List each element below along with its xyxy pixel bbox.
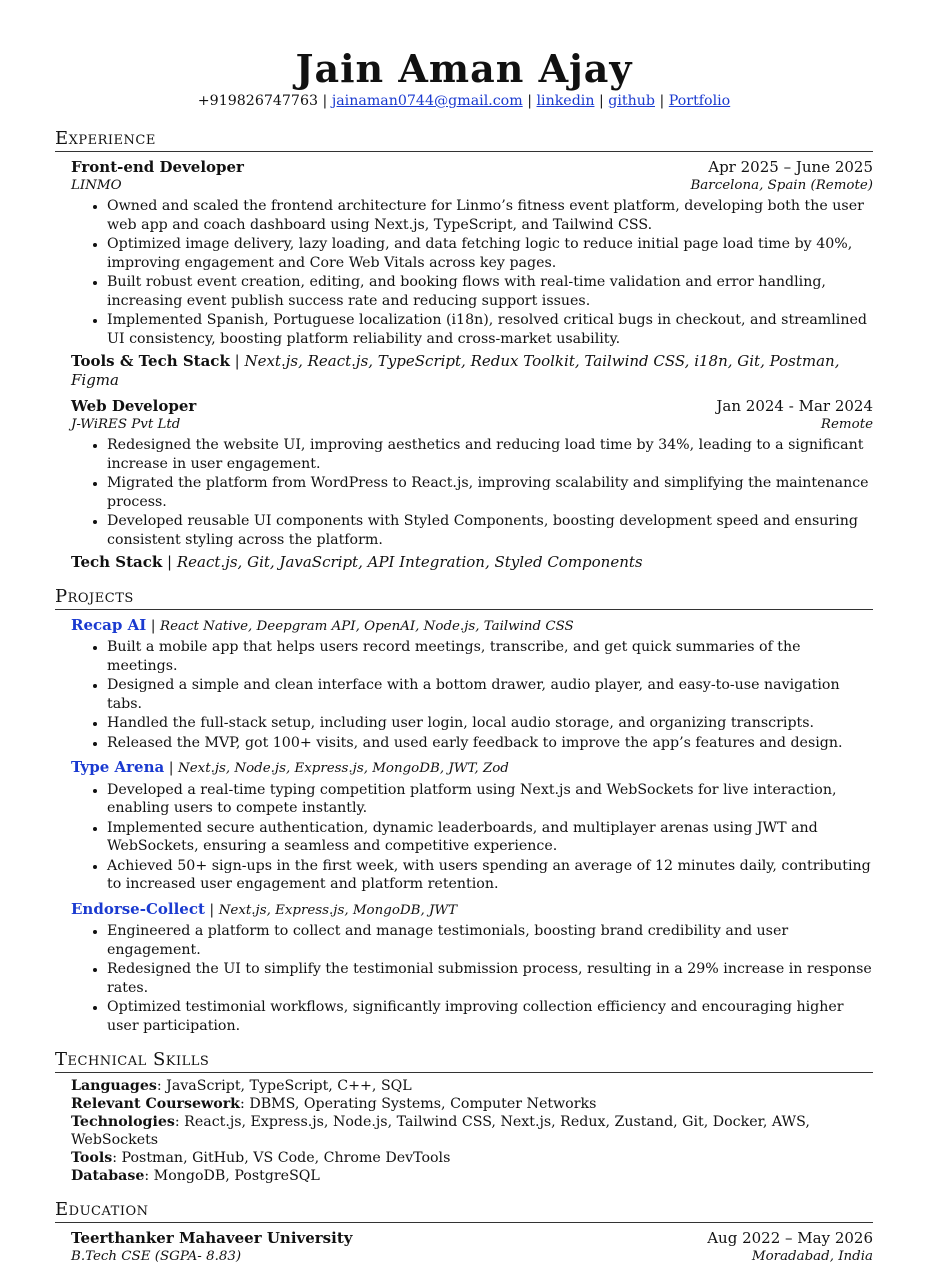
bullet-item: • Optimized image delivery, lazy loading, and data fetching logic to reduce initial page load time by 40%, improving engagement and Core Web Vitals across key pages. — [107, 235, 873, 272]
job-company: J-WiRES Pvt Ltd — [71, 416, 180, 435]
job-entry — [71, 158, 873, 389]
project-entry — [71, 758, 873, 894]
job-entry — [71, 397, 873, 572]
skill-label: Languages — [71, 1078, 157, 1094]
project-tech: Next.js, Express.js, MongoDB, JWT — [219, 903, 457, 918]
education-entry — [71, 1229, 873, 1266]
job-dates: Apr 2025 – June 2025 — [708, 158, 873, 177]
separator: | — [235, 352, 240, 370]
separator: | — [169, 760, 174, 776]
job-bullets — [71, 436, 873, 549]
separator: | — [151, 618, 156, 634]
bullet-item: • Designed a simple and clean interface with a bottom drawer, audio player, and easy-to-use navigation tabs. — [107, 676, 873, 713]
bullet-item: • Redesigned the website UI, improving aesthetics and reducing load time by 34%, leading to a significant increase in user engagement. — [107, 436, 873, 473]
projects-heading: Projects — [55, 586, 873, 610]
skill-value: : JavaScript, TypeScript, C++, SQL — [157, 1078, 412, 1094]
skill-value: : DBMS, Operating Systems, Computer Networks — [240, 1096, 596, 1112]
tech-stack-list: Next.js, React.js, TypeScript, Redux Toolkit, Tailwind CSS, i18n, Git, Postman, Figma — [71, 352, 839, 389]
bullet-item: • Implemented secure authentication, dynamic leaderboards, and multiplayer arenas using JWT and WebSockets, ensuring a seamless and competitive experience. — [107, 819, 873, 856]
project-tech: React Native, Deepgram API, OpenAI, Node.js, Tailwind CSS — [160, 619, 574, 634]
bullet-item: • Achieved 50+ sign-ups in the first week, with users spending an average of 12 minutes daily, contributing to increased user engagement and platform retention. — [107, 857, 873, 894]
linkedin-link[interactable]: linkedin — [537, 93, 595, 109]
skill-row — [71, 1077, 873, 1095]
skill-value: : Postman, GitHub, VS Code, Chrome DevTools — [112, 1150, 450, 1166]
email-link[interactable]: jainaman0744@gmail.com — [332, 93, 523, 109]
job-bullets — [71, 197, 873, 348]
job-location: Remote — [821, 416, 873, 435]
degree: B.Tech CSE (SGPA- 8.83) — [71, 1248, 241, 1266]
bullet-item: • Released the MVP, got 100+ visits, and used early feedback to improve the app’s features and design. — [107, 734, 873, 753]
project-bullets — [71, 922, 873, 1035]
bullet-item: • Built robust event creation, editing, and booking flows with real-time validation and error handling, increasing event publish success rate and reducing support issues. — [107, 273, 873, 310]
tech-stack-line — [71, 553, 873, 572]
separator: | — [659, 93, 664, 109]
skills-list — [71, 1077, 873, 1185]
project-name[interactable]: Endorse-Collect — [71, 900, 205, 918]
experience-heading: Experience — [55, 128, 873, 152]
separator: | — [167, 553, 172, 571]
tech-stack-label: Tools & Tech Stack — [71, 352, 230, 370]
skill-value: : React.js, Express.js, Node.js, Tailwind CSS, Next.js, Redux, Zustand, Git, Docker, AWS, WebSockets — [71, 1114, 810, 1148]
separator: | — [527, 93, 532, 109]
bullet-item: • Developed a real-time typing competition platform using Next.js and WebSockets for live interaction, enabling users to compete instantly. — [107, 781, 873, 818]
job-role: Front-end Developer — [71, 158, 244, 177]
separator: | — [599, 93, 604, 109]
tech-stack-label: Tech Stack — [71, 553, 162, 571]
education-heading: Education — [55, 1199, 873, 1223]
skill-label: Relevant Coursework — [71, 1096, 240, 1112]
bullet-item: • Optimized testimonial workflows, significantly improving collection efficiency and encouraging higher user participation. — [107, 998, 873, 1035]
skill-label: Tools — [71, 1150, 112, 1166]
job-location: Barcelona, Spain (Remote) — [690, 177, 873, 196]
bullet-item: • Migrated the platform from WordPress to React.js, improving scalability and simplifying the maintenance process. — [107, 474, 873, 511]
skill-row — [71, 1113, 873, 1149]
project-name[interactable]: Type Arena — [71, 758, 164, 776]
separator: | — [209, 902, 214, 918]
project-entry — [71, 900, 873, 1036]
skill-label: Database — [71, 1168, 144, 1184]
skill-row — [71, 1149, 873, 1167]
education-dates: Aug 2022 – May 2026 — [707, 1229, 873, 1248]
project-entry — [71, 616, 873, 753]
project-name[interactable]: Recap AI — [71, 616, 146, 634]
job-dates: Jan 2024 - Mar 2024 — [716, 397, 873, 416]
bullet-item: • Developed reusable UI components with Styled Components, boosting development speed and ensuring consistent styling across the platform. — [107, 512, 873, 549]
portfolio-link[interactable]: Portfolio — [669, 93, 730, 109]
skill-row — [71, 1167, 873, 1185]
skill-label: Technologies — [71, 1114, 175, 1130]
project-tech: Next.js, Node.js, Express.js, MongoDB, JWT, Zod — [178, 761, 509, 776]
contact-line — [55, 92, 873, 110]
job-role: Web Developer — [71, 397, 196, 416]
separator: | — [323, 93, 328, 109]
bullet-item: • Built a mobile app that helps users record meetings, transcribe, and get quick summaries of the meetings. — [107, 638, 873, 675]
phone-number: +919826747763 — [198, 93, 318, 109]
candidate-name: Jain Aman Ajay — [55, 48, 873, 90]
tech-stack-line — [71, 352, 873, 389]
skill-value: : MongoDB, PostgreSQL — [144, 1168, 319, 1184]
bullet-item: • Redesigned the UI to simplify the testimonial submission process, resulting in a 29% increase in response rates. — [107, 960, 873, 997]
job-company: LINMO — [71, 177, 122, 196]
tech-stack-list: React.js, Git, JavaScript, API Integration, Styled Components — [177, 553, 643, 571]
school-name: Teerthanker Mahaveer University — [71, 1229, 352, 1248]
resume-page — [55, 48, 873, 1266]
project-bullets — [71, 781, 873, 894]
bullet-item: • Implemented Spanish, Portuguese localization (i18n), resolved critical bugs in checkout, and streamlined UI consistency, boosting platform reliability and cross-market usability. — [107, 311, 873, 348]
github-link[interactable]: github — [608, 93, 655, 109]
skills-heading: Technical Skills — [55, 1049, 873, 1073]
project-bullets — [71, 638, 873, 752]
skill-row — [71, 1095, 873, 1113]
bullet-item: • Owned and scaled the frontend architecture for Linmo’s fitness event platform, developing both the user web app and coach dashboard using Next.js, TypeScript, and Tailwind CSS. — [107, 197, 873, 234]
bullet-item: • Engineered a platform to collect and manage testimonials, boosting brand credibility and user engagement. — [107, 922, 873, 959]
education-location: Moradabad, India — [752, 1248, 873, 1266]
bullet-item: • Handled the full-stack setup, including user login, local audio storage, and organizing transcripts. — [107, 714, 873, 733]
